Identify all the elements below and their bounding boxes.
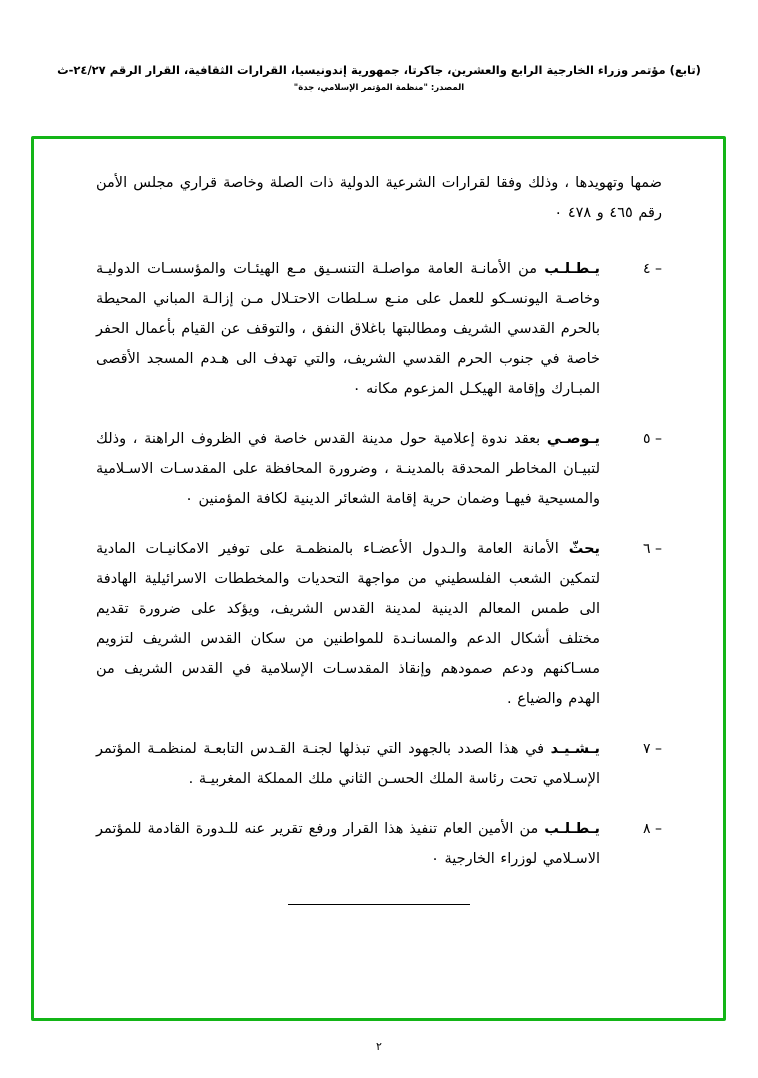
clause-6-marker	[600, 534, 662, 564]
paragraph-intro	[96, 168, 662, 228]
clause-8-number: ٨	[643, 821, 651, 837]
clause-6-number: ٦	[643, 541, 651, 557]
clause-8-marker	[600, 814, 662, 844]
clause-6-dash: –	[655, 541, 662, 557]
clause-8-text	[96, 814, 600, 874]
clause-8-dash: –	[655, 821, 662, 837]
clause-4	[96, 254, 662, 404]
clause-7-marker	[600, 734, 662, 764]
clause-7-text	[96, 734, 600, 794]
clause-8-body: من الأمين العام تنفيذ هذا القرار ورفع تقرير عنه للـدورة القادمة للمؤتمر الاسـلامي لوزراء الخارجية ٠	[96, 821, 600, 867]
horizontal-rule	[288, 904, 470, 905]
paragraph-intro-text: ضمها وتهويدها ، وذلك وفقا لقرارات الشرعية الدولية ذات الصلة وخاصة قراري مجلس الأمن رقم ٤٦٥ و ٤٧٨ ٠	[96, 175, 662, 221]
clause-8-lead: يـطـلـب	[544, 821, 600, 837]
document-body	[96, 168, 662, 905]
clause-5-marker	[600, 424, 662, 454]
clause-4-marker	[600, 254, 662, 284]
clause-4-lead: يـطـلـب	[544, 261, 600, 277]
clause-5-dash: –	[655, 431, 662, 447]
clause-7-dash: –	[655, 741, 662, 757]
clause-4-dash: –	[655, 261, 662, 277]
clause-4-number: ٤	[643, 261, 651, 277]
header-source: المصدر: "منظمة المؤتمر الإسلامي، جدة"	[293, 83, 465, 93]
page-number: ٢	[376, 1040, 382, 1053]
clause-6	[96, 534, 662, 714]
clause-5-text	[96, 424, 600, 514]
clause-5-number: ٥	[643, 431, 651, 447]
page-header	[0, 62, 758, 95]
clause-7-lead: يـشـيـد	[550, 741, 600, 757]
clause-5-body: بعقد ندوة إعلامية حول مدينة القدس خاصة في الظروف الراهنة ، وذلك لتبيـان المخاطر المحدقة بالمدينـة ، وضرورة المحافظة على المقدسـات الاسـلامية والمسيحية فيهـا وضمان حرية إقامة الشعائر الدينية لكافة المؤمنين ٠	[96, 431, 600, 507]
clause-7	[96, 734, 662, 794]
clause-6-lead: يحثّ	[568, 541, 600, 557]
clause-6-body: الأمانة العامة والـدول الأعضـاء بالمنظمـة على توفير الامكانيـات المادية لتمكين الشعب الفلسطيني من مواجهة التحديات والمخططات الاسرائيلية الهادفة الى طمس المعالم الدينية لمدينة القدس الشريف، ويؤكد على ضرورة تقديم مختلف أشكال الدعم والمسانـدة للمواطنين من سكان القدس الشريف لتزويم مسـاكنهم ودعم صمودهم وإنقاذ المقدسـات الإسلامية في القدس الشريف من الهدم والضياع .	[96, 541, 600, 707]
clause-5	[96, 424, 662, 514]
clause-5-lead: يـوصـي	[546, 431, 600, 447]
clause-6-text	[96, 534, 600, 714]
clause-4-body: من الأمانـة العامة مواصلـة التنسـيق مـع الهيئـات والمؤسسـات الدوليـة وخاصـة اليونسـكو للعمل على منـع سـلطات الاحتـلال مـن إزالـة المباني المحيطة بالحرم القدسي الشريف ومطالبتها باغلاق النفق ، والتوقف عن القيام بأعمال الحفر خاصة في جنوب الحرم القدسي الشريف، والتي تهدف الى هـدم المسجد الأقصى المبـارك وإقامة الهيكـل المزعوم مكانه ٠	[96, 261, 600, 397]
clause-8	[96, 814, 662, 874]
clause-7-number: ٧	[643, 741, 651, 757]
header-title: (تابع) مؤتمر وزراء الخارجية الرابع والعشرين، جاكرتا، جمهورية إندونيسيا، القرارات الثقافية، القرار الرقم ٢٤/٢٧-ث	[57, 63, 701, 77]
clause-4-text	[96, 254, 600, 404]
clause-7-body: في هذا الصدد بالجهود التي تبذلها لجنـة القـدس التابعـة لمنظمـة المؤتمر الإسـلامي تحت رئاسة الملك الحسـن الثاني ملك المملكة المغربيـة .	[96, 741, 600, 787]
